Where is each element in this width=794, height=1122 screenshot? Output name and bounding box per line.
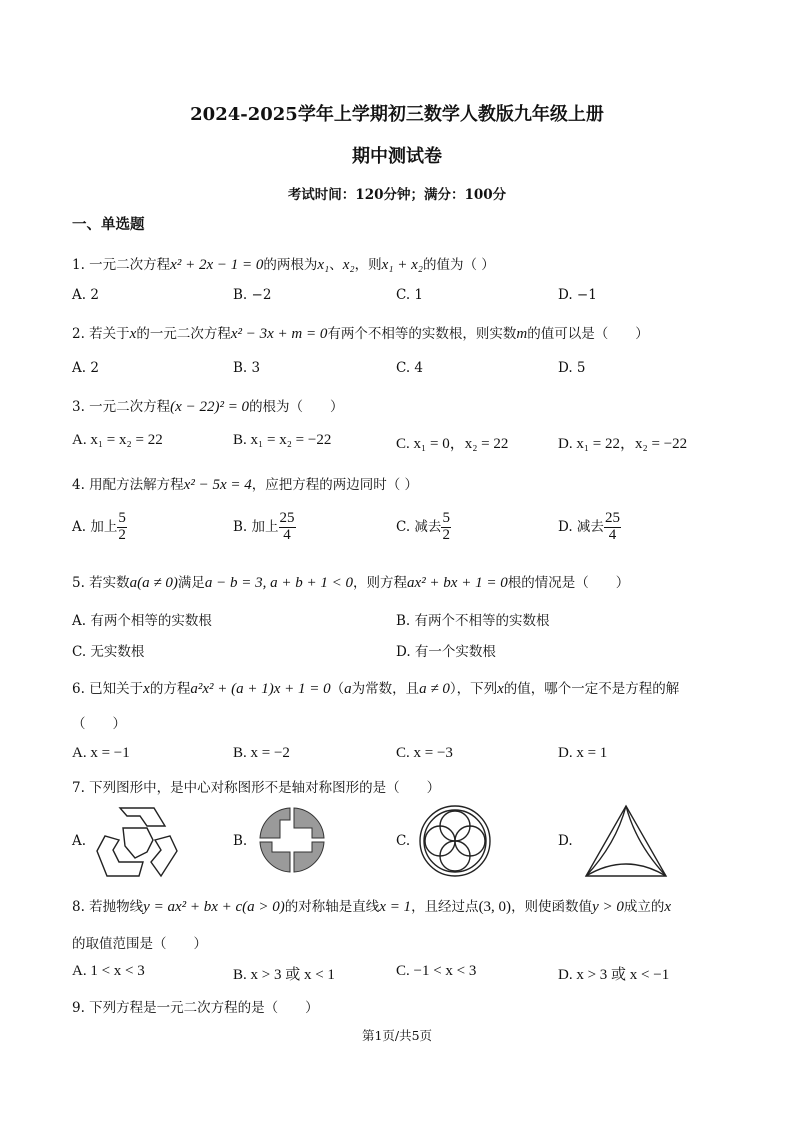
q4-equation: x² − 5x = 4: [183, 477, 252, 493]
figure-a-rotational-hexagons: [95, 806, 179, 878]
q1-root2: x₂: [342, 257, 355, 273]
q1-option-d: D. −1: [558, 287, 597, 303]
q1-option-b: B. −2: [233, 287, 272, 303]
q5-text: 满足: [177, 575, 205, 591]
q1-sep: 、: [329, 257, 343, 273]
q3-option-d: [558, 432, 687, 453]
q1-text2: ，则: [354, 257, 382, 273]
q8-option-c-text: C. −1 < x < 3: [396, 963, 477, 979]
q3-option-a-text: A. x₁ = x₂ = 22: [72, 432, 163, 448]
q1-text3: 的值为（ ）: [422, 257, 495, 273]
figure-a-segment-3: [97, 836, 143, 876]
q5-text3: 根的情况是（ ）: [507, 575, 630, 591]
q6-option-a-text: A. x = −1: [72, 745, 130, 761]
question-4: [72, 473, 418, 494]
question-5: [72, 571, 629, 592]
q4-option-c-prefix: C. 减去: [396, 518, 442, 535]
q5-option-b: B. 有两个不相等的实数根: [396, 613, 550, 629]
q2-var: x: [129, 326, 137, 342]
q8-line2: 的取值范围是（ ）: [72, 936, 207, 952]
q4-b-num: 25: [279, 510, 295, 526]
q7-label-b: B.: [233, 833, 248, 849]
question-2: [72, 322, 649, 343]
q6-option-a: [72, 745, 130, 762]
q4-d-num: 25: [604, 510, 620, 526]
figure-b-piece-1: [260, 808, 290, 838]
figure-d-arc-bottom: [586, 864, 666, 876]
q2-text2: 有两个不相等的实数根，则实数: [327, 326, 517, 342]
q4-option-d: [558, 511, 621, 544]
q5-stem: 5. 若实数: [72, 575, 130, 591]
q8-option-c: [396, 963, 476, 980]
figure-b-pinwheel: [258, 806, 326, 874]
q4-option-d-fraction: [604, 511, 621, 544]
q5-equation: a − b = 3, a + b + 1 < 0: [204, 575, 354, 591]
q2-text3: 的值可以是（ ）: [527, 326, 649, 342]
q8-option-d-text: D. x > 3 或 x < −1: [558, 967, 670, 983]
q3-option-c-text: C. x₁ = 0，x₂ = 22: [396, 436, 509, 452]
q3-stem: 3. 一元二次方程: [72, 399, 171, 415]
q3-option-b-text: B. x₁ = x₂ = −22: [233, 432, 332, 448]
q6-option-b-text: B. x = −2: [233, 745, 290, 761]
q6-answer-paren: （ ）: [72, 716, 126, 732]
question-1: [72, 253, 495, 274]
q4-b-den: 4: [283, 526, 291, 543]
q5-text2: ，则方程: [353, 575, 408, 591]
q5-option-a: A. 有两个相等的实数根: [72, 613, 212, 629]
q4-option-c-fraction: [441, 511, 451, 544]
q3-text: 的根为（ ）: [249, 399, 344, 415]
q4-option-d-prefix: D. 减去: [558, 518, 604, 535]
q6-option-b: [233, 745, 290, 762]
q6-text2: （: [330, 681, 345, 697]
q8-text2: ，且经过点: [411, 899, 479, 915]
q3-option-a: [72, 432, 163, 449]
q4-option-b-prefix: B. 加上: [233, 518, 279, 535]
figure-c-four-petal-circle: [418, 804, 492, 878]
question-7: 7. 下列图形中，是中心对称图形不是轴对称图形的是（ ）: [72, 780, 441, 796]
q6-a: a: [344, 681, 352, 697]
q4-option-b-fraction: [279, 511, 296, 544]
q6-equation: a²x² + (a + 1)x + 1 = 0: [190, 681, 331, 697]
q4-stem: 4. 用配方法解方程: [72, 477, 184, 493]
figure-a-segment-2: [151, 836, 177, 876]
q1-option-c: C. 1: [396, 287, 424, 303]
question-9: 9. 下列方程是一元二次方程的是（ ）: [72, 1000, 319, 1016]
q1-stem: 1. 一元二次方程: [72, 257, 171, 273]
question-6: [72, 677, 679, 698]
q7-label-c: C.: [396, 833, 411, 849]
q6-text: 的方程: [149, 681, 191, 697]
q4-option-c: [396, 511, 451, 544]
q6-stem: 6. 已知关于: [72, 681, 144, 697]
figure-b-piece-3: [294, 842, 324, 872]
q6-var: x: [143, 681, 150, 697]
q4-option-b: [233, 511, 296, 544]
figure-d-reuleaux-triangle: [584, 804, 668, 878]
exam-title: 2024-2025学年上学期初三数学人教版九年级上册: [190, 104, 604, 125]
q5-option-c: C. 无实数根: [72, 644, 145, 660]
q7-label-d: D.: [558, 833, 573, 849]
q1-sum: x₁ + x₂: [381, 257, 423, 273]
q8-stem: 8. 若抛物线: [72, 899, 144, 915]
q2-text: 的一元二次方程: [136, 326, 231, 342]
question-3: [72, 395, 344, 416]
q8-axis: x = 1: [379, 899, 412, 915]
q6-var2: x: [497, 681, 504, 697]
q8-option-b-text: B. x > 3 或 x < 1: [233, 967, 335, 983]
exam-subtitle: 期中测试卷: [352, 146, 442, 167]
q6-option-c: [396, 745, 453, 762]
q2-option-d: D. 5: [558, 360, 586, 376]
figure-d-triangle: [586, 806, 666, 876]
q8-option-d: [558, 963, 669, 984]
q2-option-a: A. 2: [72, 360, 99, 376]
q6-text5: 的值，哪个一定不是方程的解: [503, 681, 680, 697]
q1-text: 的两根为: [263, 257, 318, 273]
page-footer: 第1页/共5页: [361, 1028, 433, 1043]
q3-equation: (x − 22)² = 0: [170, 399, 250, 415]
q4-d-den: 4: [608, 526, 617, 543]
figure-a-segment-1: [120, 808, 165, 826]
q2-option-b: B. 3: [233, 360, 261, 376]
section-heading: 一、单选题: [72, 216, 145, 233]
q4-a-den: 2: [118, 526, 126, 543]
q8-option-b: [233, 963, 335, 984]
q3-option-d-text: D. x₁ = 22，x₂ = −22: [558, 436, 688, 452]
q8-cond: y > 0: [592, 899, 624, 915]
q4-option-a: [72, 511, 127, 544]
question-8: [72, 895, 671, 916]
q8-var: x: [664, 899, 672, 915]
q1-equation: x² + 2x − 1 = 0: [170, 257, 264, 273]
q4-c-den: 2: [442, 526, 450, 543]
q4-a-num: 5: [118, 510, 126, 526]
q2-option-c: C. 4: [396, 360, 424, 376]
figure-b-piece-2: [294, 808, 324, 838]
q8-text3: ，则使函数值: [511, 899, 593, 915]
q6-text4: ），下列: [449, 681, 498, 697]
q6-cond: a ≠ 0: [419, 681, 450, 697]
q6-option-d: [558, 745, 607, 762]
q1-option-a: A. 2: [72, 287, 99, 303]
q2-equation: x² − 3x + m = 0: [230, 326, 328, 342]
q6-option-d-text: D. x = 1: [558, 745, 608, 761]
q3-option-b: [233, 432, 331, 449]
q5-cond: a(a ≠ 0): [129, 575, 178, 591]
q6-text3: 为常数，且: [351, 681, 420, 697]
q2-stem: 2. 若关于: [72, 326, 130, 342]
q8-text: 的对称轴是直线: [284, 899, 380, 915]
figure-b-piece-4: [260, 842, 290, 872]
q4-text: ，应把方程的两边同时（ ）: [251, 477, 419, 493]
q8-option-a-text: A. 1 < x < 3: [72, 963, 145, 979]
q4-option-a-prefix: A. 加上: [72, 518, 118, 535]
q4-c-num: 5: [442, 510, 450, 526]
q7-label-a: A.: [72, 833, 87, 849]
exam-info: 考试时间：120分钟；满分：100分: [287, 187, 507, 203]
q3-option-c: [396, 432, 508, 453]
q6-option-c-text: C. x = −3: [396, 745, 453, 761]
q8-option-a: [72, 963, 145, 980]
q1-root1: x₁: [317, 257, 330, 273]
q4-option-a-fraction: [117, 511, 127, 544]
q8-point: (3, 0): [478, 899, 512, 915]
q8-text4: 成立的: [623, 899, 665, 915]
q2-m: m: [516, 326, 528, 342]
q5-option-d: D. 有一个实数根: [396, 644, 496, 660]
figure-a-center: [123, 828, 153, 858]
q5-equation2: ax² + bx + 1 = 0: [407, 575, 508, 591]
q8-equation: y = ax² + bx + c(a > 0): [143, 899, 285, 915]
